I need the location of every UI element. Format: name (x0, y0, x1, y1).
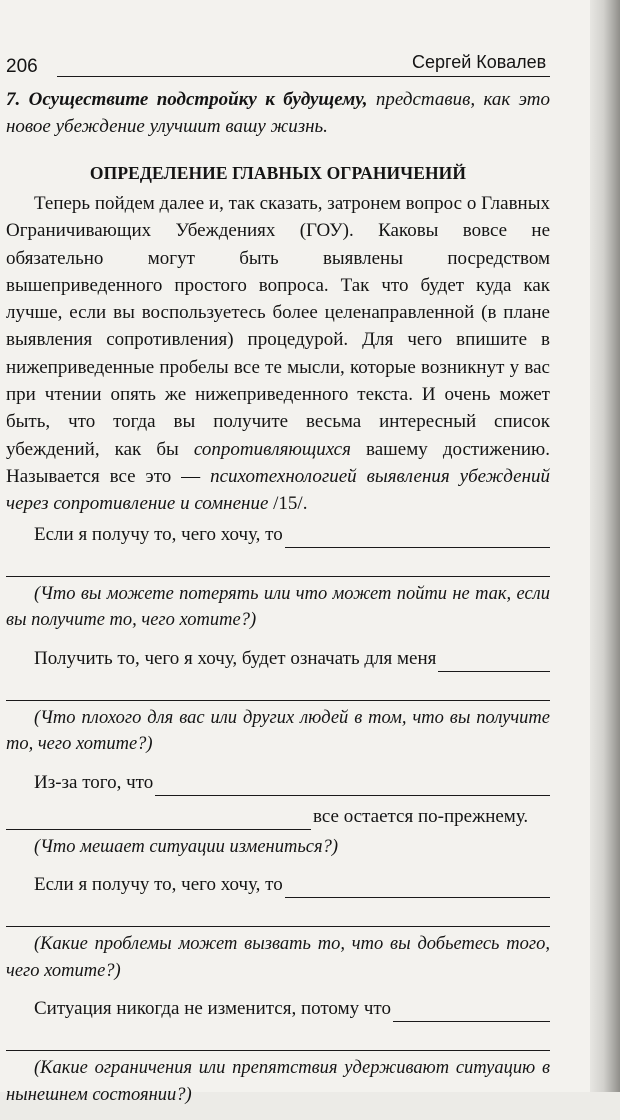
exercise-3-tail-line (6, 796, 550, 830)
intro-paragraph (6, 190, 550, 518)
exercise-2-blank[interactable] (438, 651, 550, 672)
exercise-1-hint: (Что вы можете потерять или что может пойти не так, если вы получите то, чего хотите?) (6, 583, 550, 631)
section-title: ОПРЕДЕЛЕНИЕ ГЛАВНЫХ ОГРАНИЧЕНИЙ (89, 163, 467, 183)
exercise-3-tail-text: все остается по-прежнему. (313, 805, 529, 827)
exercise-4-blank[interactable] (285, 877, 550, 898)
lead-rest-text: представив, как это новое убеждение улучшит вашу жизнь. (6, 89, 551, 137)
page-number: 206 (6, 56, 38, 77)
exercise-5-hint: (Какие ограничения или препятствия удерживают ситуацию в нынешнем состоянии?) (6, 1058, 550, 1105)
page-content (6, 86, 550, 1120)
exercise-3-blank[interactable] (155, 775, 550, 796)
exercise-5 (6, 996, 550, 1108)
exercise-2-blank-line[interactable] (6, 672, 550, 701)
lead-instruction (6, 86, 550, 140)
exercise-1-prompt-text: Если я получу то, чего хочу, то (34, 523, 283, 545)
exercise-1 (6, 522, 550, 634)
exercise-5-prompt (6, 996, 550, 1022)
exercise-3 (6, 770, 550, 861)
exercise-5-prompt-text: Ситуация никогда не изменится, потому что (34, 998, 391, 1020)
running-head-author: Сергей Ковалев (412, 52, 547, 72)
exercise-1-blank[interactable] (285, 527, 550, 548)
exercise-2-hint: (Что плохого для вас или других людей в том, что вы получите то, чего хотите?) (6, 707, 550, 755)
page-header (0, 0, 592, 86)
exercise-4-blank-line[interactable] (6, 898, 550, 927)
exercise-2 (6, 646, 550, 758)
paragraph-text-3: /15/. (268, 493, 308, 515)
paragraph-text-1: Теперь пойдем далее и, так сказать, затронем вопрос о Главных Ограничивающих Убеждениях (ГОУ). Каковы вовсе не обязательно могут быть выявлены посредством вышеприведенного простого вопроса. Так что будет куда как лучше, если вы воспользуетесь более целенаправленной (в плане выявления сопротивления) процедурой. Для чего впишите в нижеприведенные пробелы все те мысли, которые возникнут у вас при чтении опять же нижеприведенного текста. И очень может быть, что тогда вы получите весьма интересный список убеждений, как бы (6, 193, 550, 460)
exercise-2-prompt-text: Получить то, чего я хочу, будет означать для меня (34, 647, 437, 669)
exercise-3-prompt-text: Из-за того, что (34, 771, 154, 793)
exercise-5-blank-line[interactable] (6, 1022, 550, 1051)
header-rule (57, 76, 550, 77)
exercise-4-prompt (6, 872, 550, 898)
exercise-4 (6, 872, 550, 984)
exercise-5-blank[interactable] (393, 1001, 550, 1022)
lead-number: 7. (6, 89, 21, 110)
exercise-3-prompt (6, 770, 550, 796)
paragraph-italic-2: психотехнологией выявления убеждений через сопротивление и сомнение (6, 465, 551, 515)
exercise-3-hint: (Что мешает ситуации измениться?) (34, 836, 338, 857)
lead-bold-text: Осуществите подстройку к будущему, (28, 89, 368, 110)
exercise-1-prompt (6, 522, 550, 548)
exercise-4-prompt-text: Если я получу то, чего хочу, то (34, 874, 283, 896)
paragraph-text-2: вашему достижению. Называется все это — (6, 438, 550, 487)
exercise-3-blank-line[interactable] (6, 809, 311, 830)
exercise-4-hint: (Какие проблемы может вызвать то, что вы добьетесь того, чего хотите?) (6, 934, 550, 981)
book-binding-shadow (590, 0, 620, 1092)
exercise-2-prompt (6, 646, 550, 672)
paragraph-italic-1: сопротивляющихся (193, 438, 351, 460)
exercise-1-blank-line[interactable] (6, 548, 550, 577)
